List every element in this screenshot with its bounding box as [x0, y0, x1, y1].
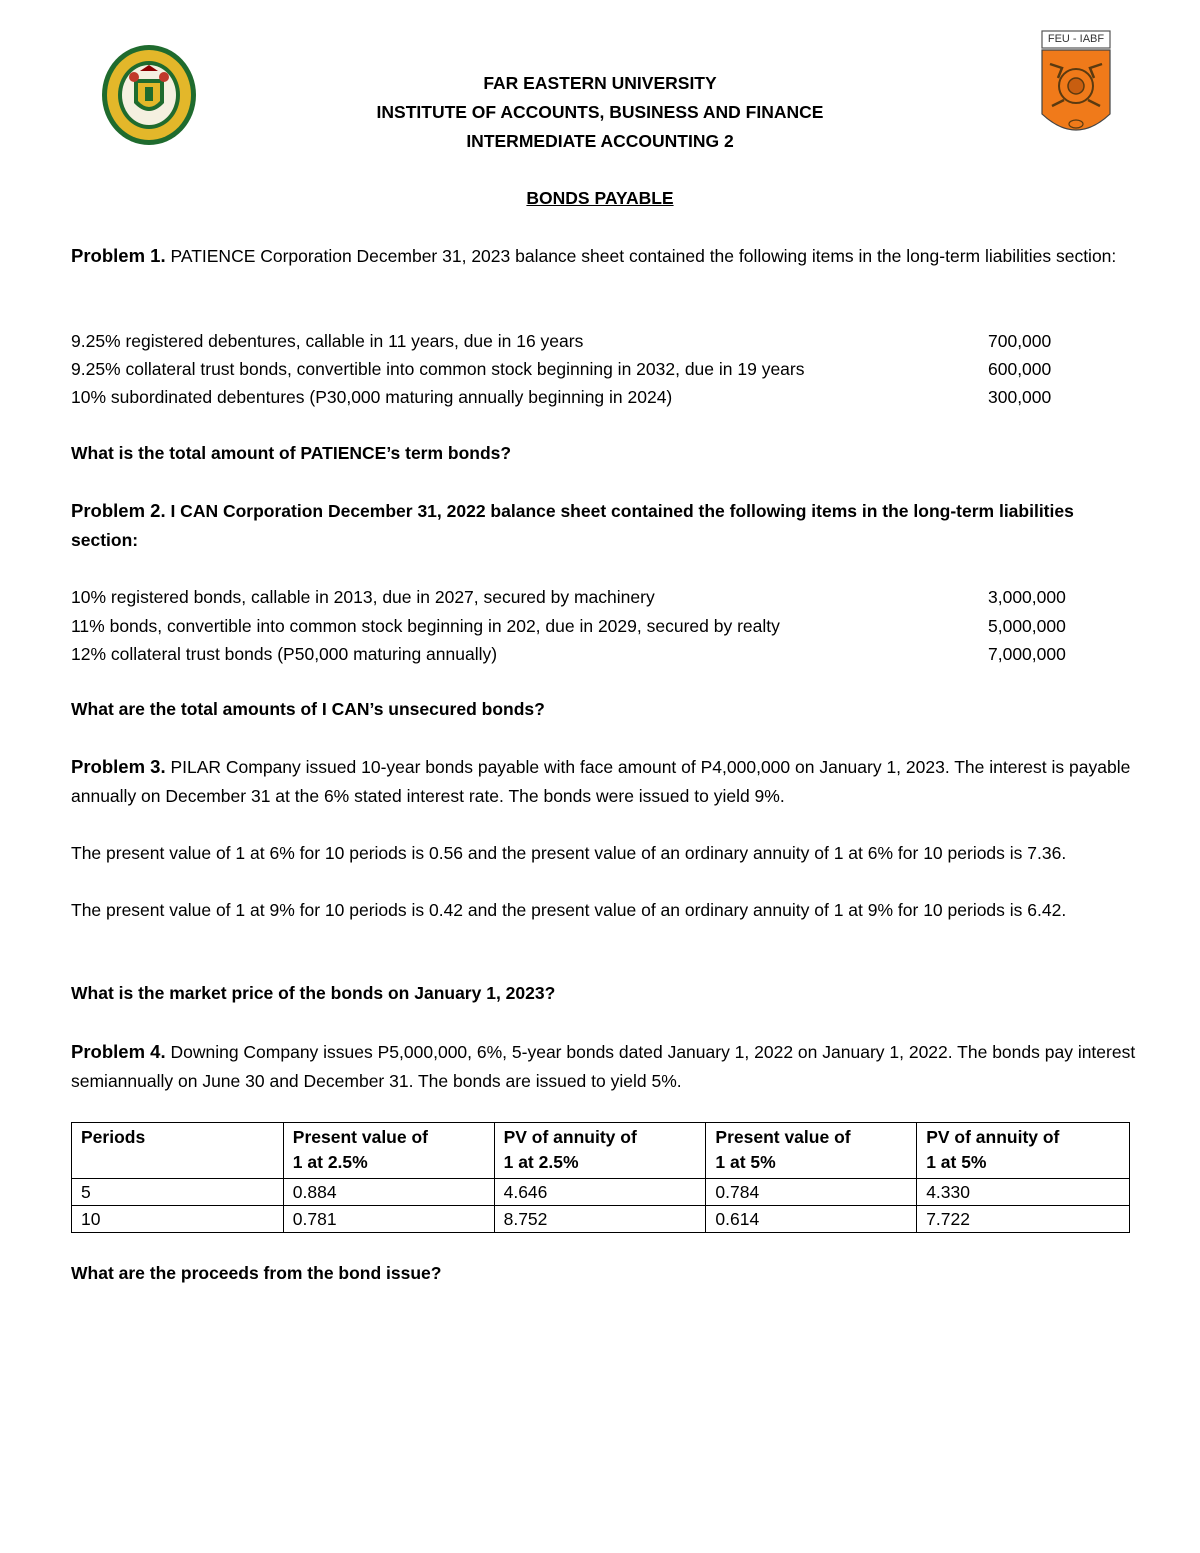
- column-header: PV of annuity of 1 at 2.5%: [494, 1123, 706, 1179]
- problem3-intro: [71, 753, 1141, 810]
- problem2-item: [71, 612, 1081, 641]
- column-header: Periods: [72, 1123, 284, 1179]
- page-title: [0, 188, 1200, 209]
- table-cell: 4.330: [917, 1179, 1130, 1206]
- problem3-pv-note: The present value of 1 at 6% for 10 periods is 0.56 and the present value of an ordinary annuity of 1 at 6% for 10 periods is 7.36.: [71, 843, 1067, 863]
- problem2-label: Problem 2.: [71, 500, 166, 521]
- problem4-intro: [71, 1038, 1141, 1095]
- problem3-pv-note: The present value of 1 at 9% for 10 periods is 0.42 and the present value of an ordinary annuity of 1 at 9% for 10 periods is 6.42.: [71, 900, 1067, 920]
- table-cell: 10: [72, 1206, 284, 1233]
- table-header-row: [72, 1123, 1130, 1179]
- item-description: 11% bonds, convertible into common stock beginning in 202, due in 2029, secured by realty: [71, 616, 780, 636]
- item-amount: 700,000: [988, 331, 1052, 351]
- item-description: 12% collateral trust bonds (P50,000 maturing annually): [71, 644, 498, 664]
- item-amount: 300,000: [988, 387, 1052, 407]
- problem1-label: Problem 1.: [71, 245, 166, 266]
- problem2-intro: [71, 497, 1141, 554]
- problem1-item: [71, 383, 1081, 412]
- problem3-label: Problem 3.: [71, 756, 166, 777]
- table-cell: 0.614: [706, 1206, 917, 1233]
- problem3-text: PILAR Company issued 10-year bonds payable with face amount of P4,000,000 on January 1, 2023. The interest is payable annually on December 31 at the 6% stated interest rate. The bonds were issued to yield 9%.: [71, 757, 1131, 806]
- item-amount: 3,000,000: [988, 587, 1066, 607]
- problem2-item: [71, 640, 1081, 669]
- table-cell: 7.722: [917, 1206, 1130, 1233]
- problem3-question: What is the market price of the bonds on January 1, 2023?: [71, 983, 556, 1003]
- item-amount: 7,000,000: [988, 644, 1066, 664]
- item-description: 9.25% collateral trust bonds, convertible into common stock beginning in 2032, due in 19 years: [71, 359, 805, 379]
- problem2-text: I CAN Corporation December 31, 2022 balance sheet contained the following items in the long-term liabilities section:: [71, 501, 1074, 550]
- university-name: FAR EASTERN UNIVERSITY: [483, 73, 717, 93]
- problem1-intro: [71, 242, 1141, 271]
- table-row: [72, 1206, 1130, 1233]
- problem1-item: [71, 355, 1081, 384]
- item-amount: 5,000,000: [988, 616, 1066, 636]
- table-cell: 5: [72, 1179, 284, 1206]
- problem1-question: What is the total amount of PATIENCE’s term bonds?: [71, 443, 512, 463]
- column-header: PV of annuity of 1 at 5%: [917, 1123, 1130, 1179]
- present-value-table: [71, 1122, 1130, 1233]
- table-cell: 0.781: [283, 1206, 494, 1233]
- item-description: 9.25% registered debentures, callable in 11 years, due in 16 years: [71, 331, 584, 351]
- problem4-text: Downing Company issues P5,000,000, 6%, 5-year bonds dated January 1, 2022 on January 1, 2022. The bonds pay interest semiannually on June 30 and December 31. The bonds are issued to yield 5%.: [71, 1042, 1136, 1091]
- table-cell: 8.752: [494, 1206, 706, 1233]
- column-header: Present value of 1 at 5%: [706, 1123, 917, 1179]
- problem1-item: [71, 327, 1081, 356]
- problem2-item: [71, 583, 1081, 612]
- course-name: INTERMEDIATE ACCOUNTING 2: [466, 131, 734, 151]
- table-cell: 0.784: [706, 1179, 917, 1206]
- problem2-question: What are the total amounts of I CAN’s unsecured bonds?: [71, 699, 545, 719]
- item-amount: 600,000: [988, 359, 1052, 379]
- problem1-text: PATIENCE Corporation December 31, 2023 balance sheet contained the following items in the long-term liabilities section:: [165, 246, 1117, 266]
- institute-name: INSTITUTE OF ACCOUNTS, BUSINESS AND FINANCE: [376, 102, 824, 122]
- item-description: 10% registered bonds, callable in 2013, due in 2027, secured by machinery: [71, 587, 655, 607]
- iabf-logo-label: FEU - IABF: [1047, 33, 1105, 45]
- table-cell: 0.884: [283, 1179, 494, 1206]
- page-title-text: BONDS PAYABLE: [526, 188, 674, 208]
- problem4-label: Problem 4.: [71, 1041, 166, 1062]
- table-cell: 4.646: [494, 1179, 706, 1206]
- problem4-question: What are the proceeds from the bond issue?: [71, 1263, 442, 1283]
- column-header: Present value of 1 at 2.5%: [283, 1123, 494, 1179]
- item-description: 10% subordinated debentures (P30,000 maturing annually beginning in 2024): [71, 387, 673, 407]
- table-row: [72, 1179, 1130, 1206]
